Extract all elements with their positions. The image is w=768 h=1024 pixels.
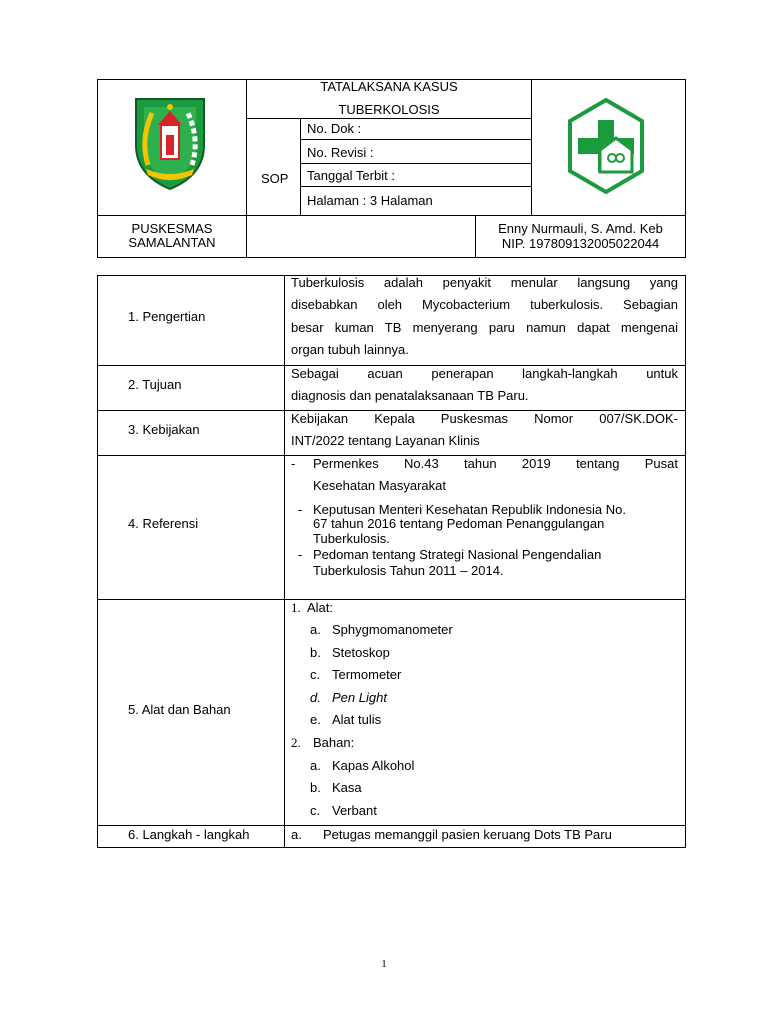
- alat-item: Alat tulis: [332, 712, 382, 727]
- kebijakan-line: Kebijakan Kepala Puskesmas Nomor 007/SK.DOK-: [291, 411, 678, 426]
- langkah-label: 6. Langkah - langkah: [128, 827, 250, 842]
- pengertian-line: disebabkan oleh Mycobacterium tuberkulosis. Sebagian: [291, 297, 678, 312]
- referensi-line: 67 tahun 2016 tentang Pedoman Penanggulangan: [313, 516, 605, 531]
- alat-letter: b.: [310, 645, 321, 660]
- referensi-line: Kesehatan Masyarakat: [313, 478, 446, 493]
- alat-letter: e.: [310, 712, 321, 727]
- pengertian-line: organ tubuh lainnya.: [291, 342, 409, 357]
- bahan-letter: c.: [310, 803, 321, 818]
- kebijakan-line: INT/2022 tentang Layanan Klinis: [291, 433, 480, 448]
- pengertian-line: besar kuman TB menyerang paru namun dapat mengenai: [291, 320, 678, 335]
- kebijakan-label: 3. Kebijakan: [128, 422, 200, 437]
- tujuan-line: Sebagai acuan penerapan langkah-langkah untuk: [291, 366, 678, 381]
- referensi-bullet: -: [298, 502, 303, 517]
- signer-nip: NIP. 197809132005022044: [501, 236, 660, 251]
- page-number: 1: [381, 958, 387, 970]
- bahan-title: Bahan:: [313, 735, 355, 750]
- referensi-line: Tuberkulosis.: [313, 531, 390, 546]
- title-line-1: TATALAKSANA KASUS: [320, 79, 458, 94]
- alat-letter: c.: [310, 667, 321, 682]
- bahan-item: Kasa: [332, 780, 362, 795]
- puskesmas-line-2: SAMALANTAN: [128, 235, 216, 250]
- no-dok: No. Dok :: [307, 121, 362, 136]
- bahan-letter: b.: [310, 780, 321, 795]
- kabupaten-emblem-icon: [130, 95, 210, 191]
- langkah-letter: a.: [291, 827, 302, 842]
- referensi-line: Pedoman tentang Strategi Nasional Pengendalian: [313, 547, 602, 562]
- referensi-line: Tuberkulosis Tahun 2011 – 2014.: [313, 563, 504, 578]
- no-revisi: No. Revisi :: [307, 145, 374, 160]
- pengertian-label: 1. Pengertian: [128, 309, 206, 324]
- sop-label: SOP: [261, 171, 289, 186]
- alat-item: Pen Light: [332, 690, 387, 705]
- referensi-line: Permenkes No.43 tahun 2019 tentang Pusat: [313, 456, 678, 471]
- pengertian-line: Tuberkulosis adalah penyakit menular langsung yang: [291, 275, 678, 290]
- bahan-letter: a.: [310, 758, 321, 773]
- referensi-bullet: -: [291, 456, 296, 471]
- alat-item: Termometer: [332, 667, 402, 682]
- halaman: Halaman : 3 Halaman: [307, 193, 433, 208]
- puskesmas-line-1: PUSKESMAS: [131, 221, 213, 236]
- tujuan-label: 2. Tujuan: [128, 377, 182, 392]
- referensi-bullet: -: [298, 547, 303, 562]
- bahan-number: 2.: [291, 735, 301, 750]
- alat-number: 1.: [291, 600, 301, 615]
- langkah-text: Petugas memanggil pasien keruang Dots TB Paru: [323, 827, 612, 842]
- alat-item: Stetoskop: [332, 645, 390, 660]
- puskesmas-cross-icon: [566, 98, 646, 194]
- bahan-item: Verbant: [332, 803, 377, 818]
- alat-bahan-label: 5. Alat dan Bahan: [128, 702, 231, 717]
- alat-title: Alat:: [307, 600, 334, 615]
- alat-letter: a.: [310, 622, 321, 637]
- signer-name: Enny Nurmauli, S. Amd. Keb: [498, 221, 663, 236]
- tujuan-line: diagnosis dan penatalaksanaan TB Paru.: [291, 388, 529, 403]
- referensi-line: Keputusan Menteri Kesehatan Republik Indonesia No.: [313, 502, 626, 517]
- bahan-item: Kapas Alkohol: [332, 758, 415, 773]
- alat-item: Sphygmomanometer: [332, 622, 453, 637]
- tanggal-terbit: Tanggal Terbit :: [307, 168, 395, 183]
- title-line-2: TUBERKOLOSIS: [338, 102, 440, 117]
- referensi-label: 4. Referensi: [128, 516, 199, 531]
- alat-letter: d.: [310, 690, 321, 705]
